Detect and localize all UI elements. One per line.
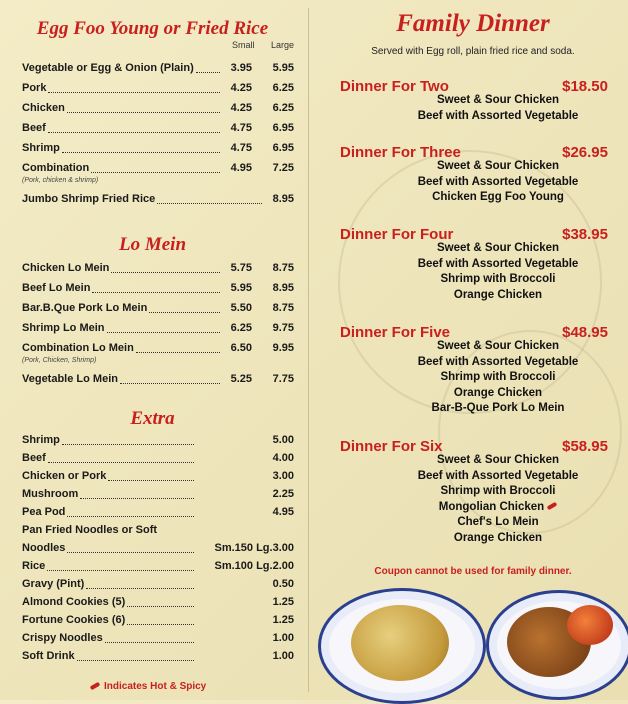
item-name: Pork: [22, 82, 47, 94]
dinner-dish: Beef with Assorted Vegetable: [417, 109, 579, 122]
dinner-dish: Mongolian Chicken: [378, 501, 618, 513]
extra-item-row: [22, 632, 294, 648]
item-name: Vegetable or Egg & Onion (Plain): [22, 62, 194, 74]
item-name: Shrimp: [22, 142, 60, 154]
dot-leader: [157, 193, 262, 204]
item-price: 5.00: [272, 434, 294, 446]
item-name: Beef Lo Mein: [22, 282, 91, 294]
menu-item-row: [22, 142, 294, 158]
item-price: Sm.150 Lg.3.00: [214, 542, 294, 554]
dinner-dish: Chicken Egg Foo Young: [432, 191, 564, 203]
item-name: Mushroom: [22, 488, 79, 500]
menu-item-row: [22, 62, 294, 78]
small-price: 5.95: [230, 282, 252, 294]
extra-item-row: [22, 560, 294, 576]
small-price: 4.95: [230, 162, 252, 174]
dinner-dish: Orange Chicken: [453, 288, 543, 301]
legend-text: Indicates Hot & Spicy: [104, 681, 207, 692]
large-price: 8.95: [272, 193, 294, 205]
small-price: 4.25: [230, 82, 252, 94]
dot-leader: [92, 282, 220, 293]
large-price: 6.95: [272, 142, 294, 154]
large-price: 5.95: [272, 62, 294, 74]
left-column: [0, 0, 305, 700]
dot-leader: [48, 122, 220, 133]
item-price: 4.95: [272, 506, 294, 518]
dot-leader: [107, 322, 220, 333]
menu-item-row: [22, 122, 294, 138]
large-price: 7.75: [272, 373, 294, 385]
noodle-food: [351, 605, 449, 681]
dot-leader: [111, 262, 220, 273]
dot-leader: [48, 452, 194, 463]
item-name: Noodles: [22, 542, 66, 554]
dot-leader: [196, 62, 220, 73]
extra-item-row: [22, 452, 294, 468]
large-price: 6.95: [272, 122, 294, 134]
menu-item-row: [22, 262, 294, 278]
dot-leader: [67, 102, 220, 113]
dot-leader: [48, 82, 220, 93]
menu-item-row: [22, 342, 294, 358]
dinner-dish: Beef with Assorted Vegetable: [417, 175, 579, 188]
dot-leader: [62, 434, 194, 445]
coupon-note: Coupon cannot be used for family dinner.: [374, 566, 572, 577]
dinner-dish: Beef with Assorted Vegetable: [417, 469, 579, 482]
small-price: 4.25: [230, 102, 252, 114]
dinner-price: $38.95: [562, 226, 608, 243]
dinner-dish: Sweet & Sour Chicken: [436, 340, 560, 352]
extra-item-row: [22, 542, 294, 558]
dinner-dish: Bar-B-Que Pork Lo Mein: [431, 402, 565, 414]
dot-leader: [62, 142, 220, 153]
dinner-dish: Beef with Assorted Vegetable: [417, 355, 579, 368]
menu-item-row: [22, 162, 294, 178]
small-price: 6.50: [230, 342, 252, 354]
family-dinner-title: Family Dinner: [396, 10, 550, 37]
item-price: 1.25: [272, 596, 294, 608]
item-price: 1.25: [272, 614, 294, 626]
dinner-dish: Sweet & Sour Chicken: [436, 454, 560, 466]
lo-mein-title: Lo Mein: [118, 234, 187, 255]
dinner-name: Dinner For Two: [340, 78, 449, 95]
item-name: Gravy (Pint): [22, 578, 85, 590]
dot-leader: [127, 614, 194, 625]
large-price: 8.75: [272, 262, 294, 274]
dinner-name: Dinner For Six: [340, 438, 443, 455]
small-price: 5.75: [230, 262, 252, 274]
dot-leader: [120, 373, 220, 384]
item-price: Sm.100 Lg.2.00: [214, 560, 294, 572]
extra-item-row: [22, 614, 294, 630]
chili-pepper-icon: [547, 502, 558, 510]
item-name: Shrimp Lo Mein: [22, 322, 105, 334]
item-name: Soft Drink: [22, 650, 75, 662]
dinner-price: $18.50: [562, 78, 608, 95]
menu-item-row: [22, 302, 294, 318]
dinner-dish: Sweet & Sour Chicken: [436, 94, 560, 106]
extra-item-row: [22, 524, 294, 540]
menu-item-row: [22, 102, 294, 118]
dinner-price: $48.95: [562, 324, 608, 341]
item-name: Jumbo Shrimp Fried Rice: [22, 193, 156, 205]
dinner-dish: Orange Chicken: [453, 531, 543, 544]
dinner-name: Dinner For Four: [340, 226, 454, 243]
dot-leader: [67, 506, 194, 517]
menu-item-row: [22, 322, 294, 338]
extra-item-row: [22, 470, 294, 486]
large-price: 9.75: [272, 322, 294, 334]
large-price: 6.25: [272, 82, 294, 94]
extra-item-row: [22, 434, 294, 450]
item-price: 3.00: [272, 470, 294, 482]
item-name: Combination: [22, 162, 90, 174]
item-name: Beef: [22, 452, 46, 464]
large-price: 8.95: [272, 282, 294, 294]
extra-item-row: [22, 488, 294, 504]
right-column: [318, 0, 628, 700]
item-name: Bar.B.Que Pork Lo Mein: [22, 302, 148, 314]
hot-spicy-legend: [90, 681, 206, 692]
dot-leader: [80, 488, 194, 499]
item-price: 2.25: [272, 488, 294, 500]
large-price: 9.95: [272, 342, 294, 354]
item-name: Chicken: [22, 102, 65, 114]
large-price: 7.25: [272, 162, 294, 174]
large-column-header: Large: [271, 40, 295, 50]
dinner-price: $26.95: [562, 144, 608, 161]
item-name: Chicken Lo Mein: [22, 262, 110, 274]
column-divider: [308, 8, 309, 692]
orange-chicken-food: [567, 605, 613, 645]
menu-item-row: [22, 373, 294, 389]
dot-leader: [105, 632, 194, 643]
small-price: 5.50: [230, 302, 252, 314]
dinner-name: Dinner For Five: [340, 324, 451, 341]
item-name: Pea Pod: [22, 506, 66, 518]
small-price: 4.75: [230, 142, 252, 154]
item-note: (Pork, chicken & shrimp): [22, 177, 99, 184]
small-column-header: Small: [232, 40, 255, 50]
item-name: Rice: [22, 560, 46, 572]
extra-item-row: [22, 650, 294, 666]
dot-leader: [77, 650, 194, 661]
menu-item-row: [22, 82, 294, 98]
item-name: Shrimp: [22, 434, 60, 446]
dinner-dish: Beef with Assorted Vegetable: [417, 257, 579, 270]
dinner-dish: Orange Chicken: [453, 386, 543, 399]
dinner-name: Dinner For Three: [340, 144, 461, 161]
dot-leader: [149, 302, 220, 313]
extra-item-row: [22, 596, 294, 612]
noodle-plate-image: [318, 588, 486, 704]
item-name: Chicken or Pork: [22, 470, 107, 482]
extra-item-row: [22, 506, 294, 522]
dinner-price: $58.95: [562, 438, 608, 455]
item-name: Beef: [22, 122, 46, 134]
item-price: 1.00: [272, 632, 294, 644]
small-price: 3.95: [230, 62, 252, 74]
menu-item-row: [22, 193, 294, 209]
item-name: Combination Lo Mein: [22, 342, 134, 354]
dot-leader: [67, 542, 194, 553]
small-price: 6.25: [230, 322, 252, 334]
dot-leader: [47, 560, 194, 571]
dinner-dish: Shrimp with Broccoli: [440, 273, 556, 285]
item-name: Almond Cookies (5): [22, 596, 126, 608]
item-name: Crispy Noodles: [22, 632, 103, 644]
item-name: Fortune Cookies (6): [22, 614, 126, 626]
dot-leader: [136, 342, 220, 353]
small-price: 5.25: [230, 373, 252, 385]
large-price: 8.75: [272, 302, 294, 314]
extra-title: Extra: [130, 408, 175, 429]
dot-leader: [91, 162, 220, 173]
dinner-dish: Sweet & Sour Chicken: [436, 160, 560, 172]
chili-pepper-icon: [90, 682, 101, 690]
dot-leader: [86, 578, 194, 589]
item-note: (Pork, Chicken, Shrimp): [22, 357, 97, 364]
dot-leader: [108, 470, 194, 481]
item-price: 1.00: [272, 650, 294, 662]
dot-leader: [127, 596, 194, 607]
family-dinner-subtitle: Served with Egg roll, plain fried rice and soda.: [371, 46, 575, 57]
egg-foo-young-title: Egg Foo Young or Fried Rice: [36, 18, 269, 39]
large-price: 6.25: [272, 102, 294, 114]
dinner-dish: Sweet & Sour Chicken: [436, 242, 560, 254]
dinner-dish: Shrimp with Broccoli: [440, 485, 556, 497]
menu-item-row: [22, 282, 294, 298]
item-name: Pan Fried Noodles or Soft: [22, 524, 158, 536]
item-price: 4.00: [272, 452, 294, 464]
item-price: 0.50: [272, 578, 294, 590]
extra-item-row: [22, 578, 294, 594]
dinner-dish: Chef's Lo Mein: [457, 516, 539, 528]
dinner-dish: Shrimp with Broccoli: [440, 371, 556, 383]
item-name: Vegetable Lo Mein: [22, 373, 118, 385]
fried-rice-plate-image: [486, 590, 628, 700]
small-price: 4.75: [230, 122, 252, 134]
